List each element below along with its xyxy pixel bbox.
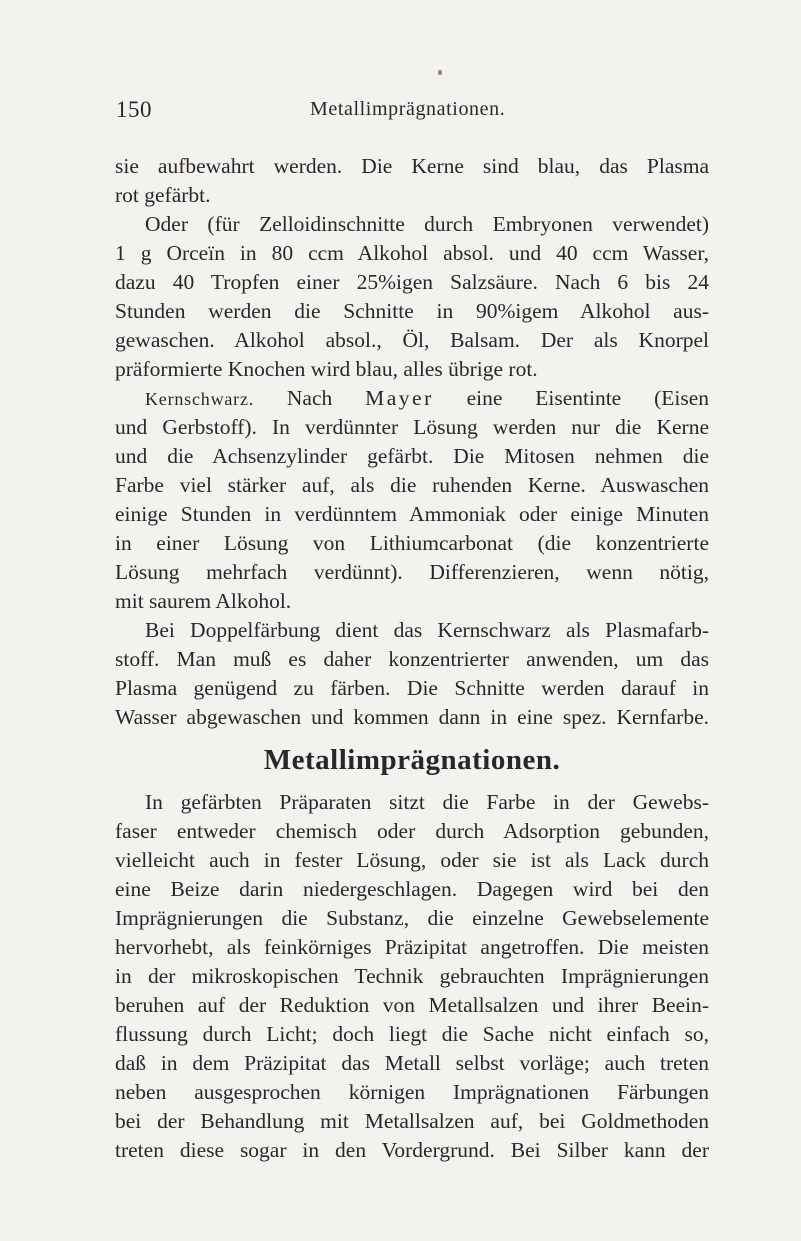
section-title: Metallimprägnationen. — [263, 744, 561, 776]
text-line: eine Beize darin niedergeschlagen. Dagegen wird bei den — [115, 877, 709, 901]
text-line: Lösung mehrfach verdünnt). Differenzieren, wenn nötig, — [115, 560, 709, 584]
text-line: einige Stunden in verdünntem Ammoniak oder einige Minuten — [115, 502, 709, 526]
text-line: Imprägnierungen die Substanz, die einzelne Gewebselemente — [115, 906, 709, 930]
text-line: in einer Lösung von Lithiumcarbonat (die konzentrierte — [115, 531, 709, 555]
text-line: beruhen auf der Reduktion von Metallsalzen und ihrer Beein- — [115, 993, 709, 1017]
run-in-heading: Kernschwarz. — [145, 389, 255, 409]
text-line: mit saurem Alkohol. — [115, 589, 292, 613]
text-line-kernschwarz — [115, 383, 709, 413]
text-line: rot gefärbt. — [115, 183, 211, 207]
page-header — [116, 97, 706, 127]
text-line: flussung durch Licht; doch liegt die Sache nicht einfach so, — [115, 1022, 709, 1046]
text-fragment: Nach — [286, 386, 333, 410]
text-line: sie aufbewahrt werden. Die Kerne sind blau, das Plasma — [115, 154, 709, 178]
text-line: neben ausgesprochen körnigen Imprägnationen Färbungen — [115, 1080, 709, 1104]
text-line: bei der Behandlung mit Metallsalzen auf, bei Goldmethoden — [115, 1109, 709, 1133]
text-line: Plasma genügend zu färben. Die Schnitte werden darauf in — [115, 676, 709, 700]
page-speck — [438, 70, 442, 75]
text-line: Wasser abgewaschen und kommen dann in eine spez. Kernfarbe. — [115, 705, 709, 729]
text-fragment: eine Eisentinte (Eisen — [466, 386, 709, 410]
text-line: stoff. Man muß es daher konzentrierter anwenden, um das — [115, 647, 709, 671]
text-line: treten diese sogar in den Vordergrund. Bei Silber kann der — [115, 1138, 709, 1162]
text-line: dazu 40 Tropfen einer 25%igen Salzsäure. Nach 6 bis 24 — [115, 270, 709, 294]
text-line: vielleicht auch in fester Lösung, oder sie ist als Lack durch — [115, 848, 709, 872]
text-line: In gefärbten Präparaten sitzt die Farbe in der Gewebs- — [145, 790, 709, 814]
text-line: Farbe viel stärker auf, als die ruhenden Kerne. Auswaschen — [115, 473, 709, 497]
text-line: faser entweder chemisch oder durch Adsorption gebunden, — [115, 819, 709, 843]
text-line: gewaschen. Alkohol absol., Öl, Balsam. Der als Knorpel — [115, 328, 709, 352]
text-line: daß in dem Präzipitat das Metall selbst vorläge; auch treten — [115, 1051, 709, 1075]
author-name: Mayer — [365, 386, 434, 410]
text-line: Oder (für Zelloidinschnitte durch Embryonen verwendet) — [145, 212, 709, 236]
text-line: präformierte Knochen wird blau, alles übrige rot. — [115, 357, 538, 381]
text-line: 1 g Orceïn in 80 ccm Alkohol absol. und 40 ccm Wasser, — [115, 241, 709, 265]
running-head: Metallimprägnationen. — [310, 98, 506, 120]
text-line: in der mikroskopischen Technik gebrauchten Imprägnierungen — [115, 964, 709, 988]
text-line: und Gerbstoff). In verdünnter Lösung werden nur die Kerne — [115, 415, 709, 439]
text-line: hervorhebt, als feinkörniges Präzipitat angetroffen. Die meisten — [115, 935, 709, 959]
text-line: Bei Doppelfärbung dient das Kernschwarz als Plasmafarb- — [145, 618, 709, 642]
text-line: und die Achsenzylinder gefärbt. Die Mitosen nehmen die — [115, 444, 709, 468]
page-number: 150 — [116, 97, 152, 122]
text-line: Stunden werden die Schnitte in 90%igem Alkohol aus- — [115, 299, 709, 323]
